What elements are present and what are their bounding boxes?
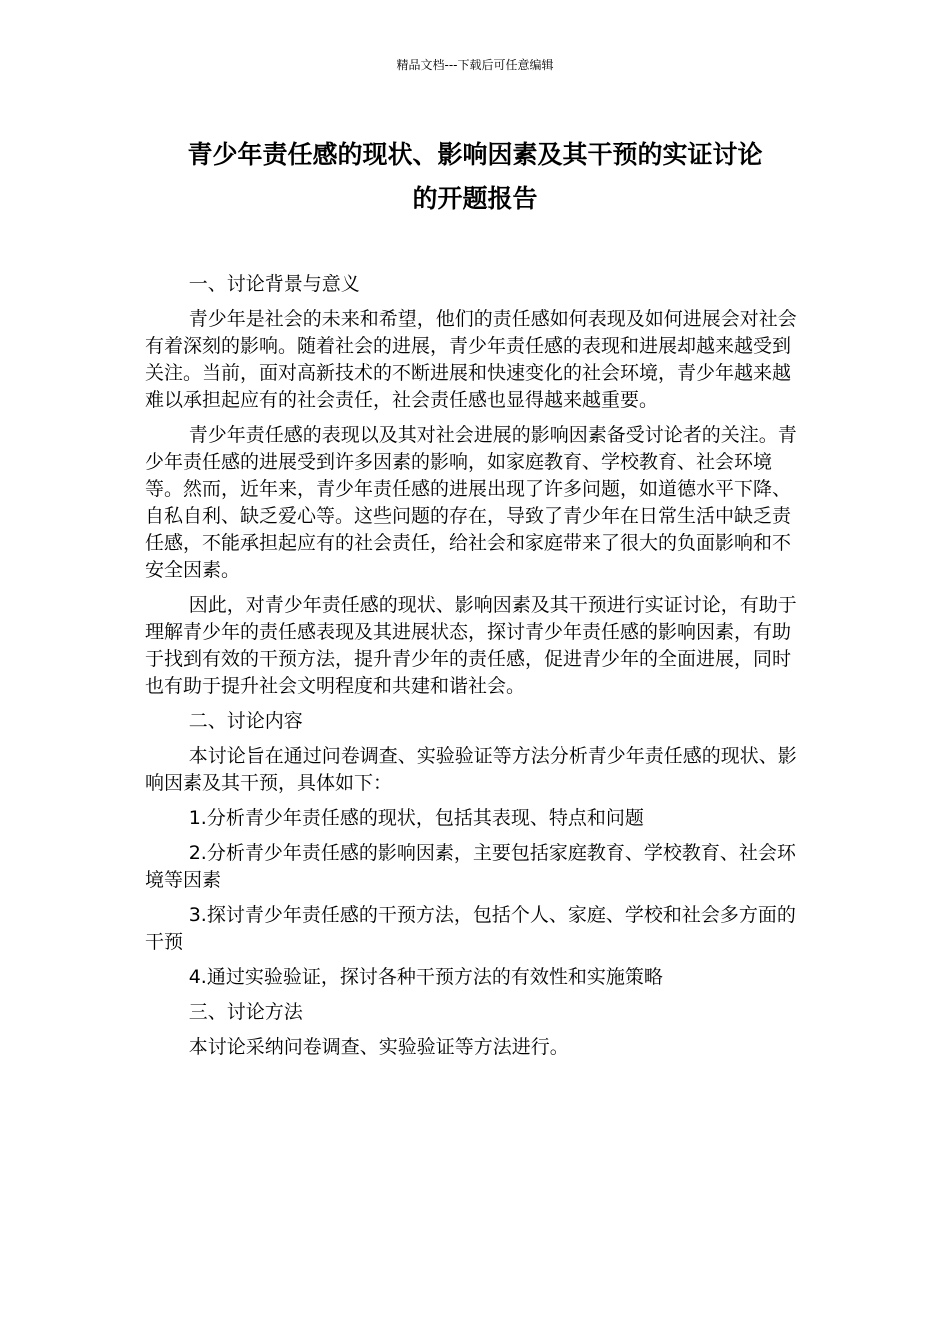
list-item: 2.分析青少年责任感的影响因素，主要包括家庭教育、学校教育、社会环境等因素 [145,842,796,891]
list-item: 1.分析青少年责任感的现状，包括其表现、特点和问题 [188,807,644,829]
paragraph: 本讨论采纳问卷调查、实验验证等方法进行。 [188,1036,569,1058]
paragraph: 本讨论旨在通过问卷调查、实验验证等方法分析青少年责任感的现状、影响因素及其干预，具体如下： [145,745,797,794]
page-header: 精品文档---下载后可任意编辑 [396,58,554,72]
document-title-line-2: 的开题报告 [412,184,538,213]
paragraph: 青少年是社会的未来和希望，他们的责任感如何表现及如何进展会对社会有着深刻的影响。随着社会的进展，青少年责任感的表现和进展却越来越受到关注。当前，面对高新技术的不断进展和快速变化的社会环境，青少年越来越难以承担起应有的社会责任，社会责任感也显得越来越重要。 [145,308,797,411]
section-heading-background: 一、讨论背景与意义 [188,273,360,295]
paragraph: 因此，对青少年责任感的现状、影响因素及其干预进行实证讨论，有助于理解青少年的责任感表现及其进展状态，探讨青少年责任感的影响因素，有助于找到有效的干预方法，提升青少年的责任感，促进青少年的全面进展，同时也有助于提升社会文明程度和共建和谐社会。 [145,594,797,697]
section-heading-content: 二、讨论内容 [188,710,303,732]
list-item: 3.探讨青少年责任感的干预方法，包括个人、家庭、学校和社会多方面的干预 [145,904,796,953]
paragraph: 青少年责任感的表现以及其对社会进展的影响因素备受讨论者的关注。青少年责任感的进展受到许多因素的影响，如家庭教育、学校教育、社会环境等。然而，近年来，青少年责任感的进展出现了许多问题，如道德水平下降、自私自利、缺乏爱心等。这些问题的存在，导致了青少年在日常生活中缺乏责任感，不能承担起应有的社会责任，给社会和家庭带来了很大的负面影响和不安全因素。 [145,424,797,581]
document-body [145,271,805,1069]
document-title-line-1: 青少年责任感的现状、影响因素及其干预的实证讨论 [187,140,763,169]
section-heading-method: 三、讨论方法 [188,1001,303,1023]
document-title [140,133,810,221]
list-item: 4.通过实验验证，探讨各种干预方法的有效性和实施策略 [188,966,663,988]
